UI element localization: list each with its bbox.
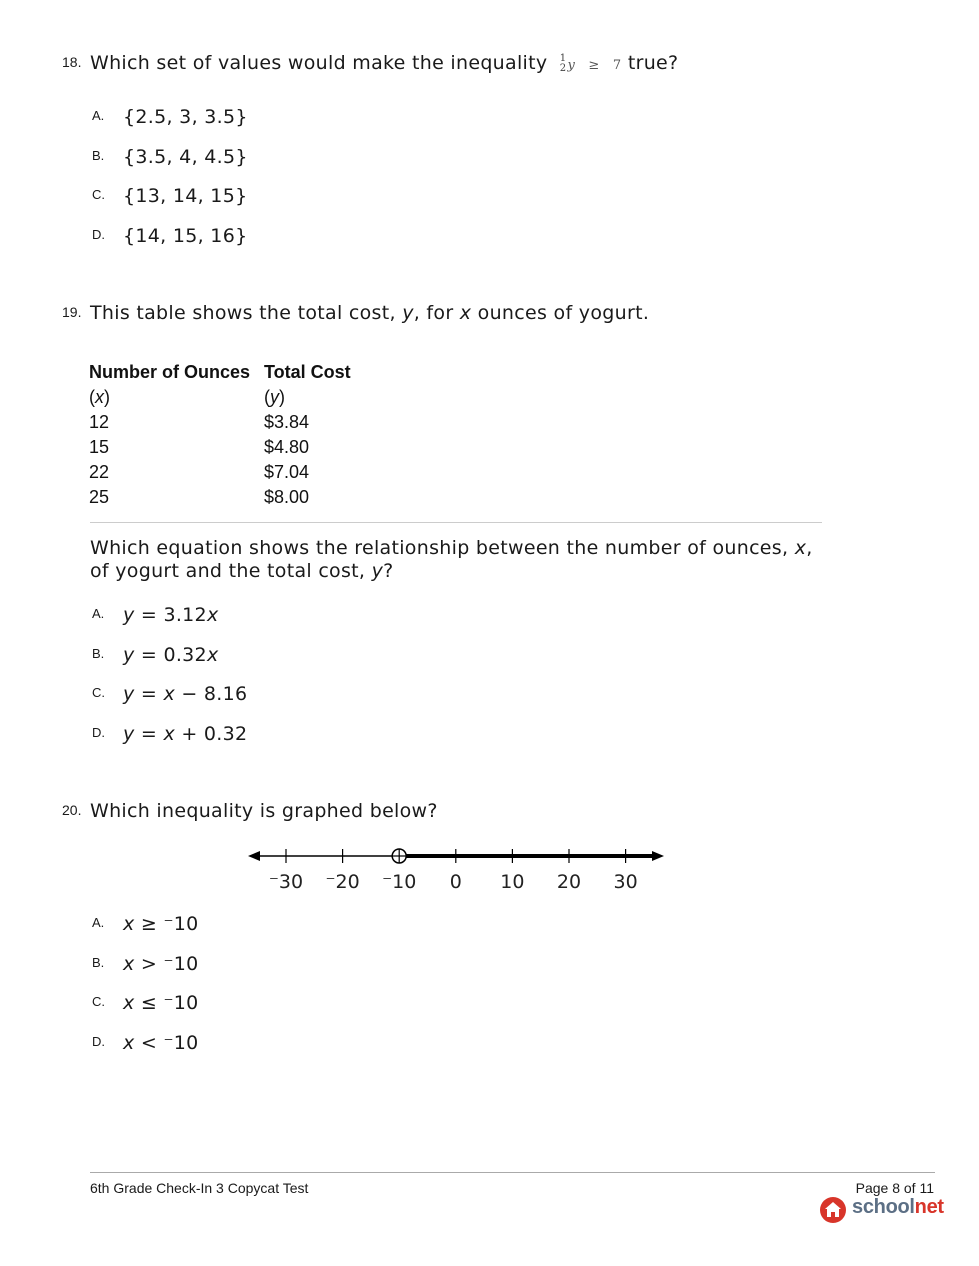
option-value: y = x + 0.32 — [123, 723, 248, 745]
left-arrow-icon — [248, 851, 260, 861]
option-letter: C. — [92, 187, 105, 202]
table-row — [89, 485, 351, 510]
table-cell: 25 — [89, 487, 110, 507]
option-letter: C. — [92, 685, 105, 700]
prompt-line-1: Which equation shows the relationship between the number of ounces, x, — [90, 537, 813, 559]
option-value: {14, 15, 16} — [123, 225, 248, 247]
option-letter: D. — [92, 725, 105, 740]
inequality-variable: y — [567, 58, 576, 73]
option-letter: C. — [92, 994, 105, 1009]
option-value: y = 0.32x — [123, 644, 219, 666]
fraction-denominator: 2 — [559, 62, 567, 74]
option-letter: B. — [92, 646, 105, 661]
table-cell: 15 — [89, 437, 110, 457]
number-line — [244, 842, 674, 898]
question-text — [90, 302, 649, 325]
option-value: {13, 14, 15} — [123, 185, 248, 207]
divider — [90, 522, 822, 523]
option-letter: B. — [92, 148, 105, 163]
question-prompt — [90, 537, 813, 583]
table-row — [89, 435, 351, 460]
tick-label: ⁻30 — [268, 871, 304, 893]
option-letter: D. — [92, 227, 105, 242]
table-cell: $3.84 — [264, 412, 310, 432]
table-cell: 12 — [89, 412, 110, 432]
question-number: 19. — [62, 304, 82, 320]
inequality-operator: ≥ — [588, 58, 600, 73]
tick-label: 20 — [556, 871, 582, 893]
option-value: {2.5, 3, 3.5} — [123, 106, 248, 128]
option-letter: A. — [92, 606, 105, 621]
option-letter: A. — [92, 915, 105, 930]
text-part: ounces of yogurt. — [471, 302, 650, 324]
table-cell: 22 — [89, 462, 110, 482]
footer-test-title: 6th Grade Check-In 3 Copycat Test — [90, 1180, 309, 1196]
house-icon — [819, 1196, 847, 1224]
subheader-x: (x) — [89, 387, 110, 407]
inequality-expression — [567, 58, 621, 73]
table-row — [89, 410, 351, 435]
fraction-numerator: 1 — [559, 52, 567, 64]
table-subheader-row — [89, 385, 351, 410]
option-letter: D. — [92, 1034, 105, 1049]
option-value: x < ⁻10 — [123, 1032, 199, 1054]
tick-label: ⁻10 — [382, 871, 417, 893]
table-header-row — [89, 359, 351, 385]
footer-divider — [90, 1172, 935, 1173]
question-text-prefix: Which set of values would make the inequality — [90, 52, 548, 74]
tick-label: 10 — [500, 871, 525, 893]
table-cell: $4.80 — [264, 437, 310, 457]
option-letter: A. — [92, 108, 105, 123]
table-cell: $7.04 — [264, 462, 310, 482]
option-value: y = 3.12x — [123, 604, 219, 626]
option-letter: B. — [92, 955, 105, 970]
option-value: y = x − 8.16 — [123, 683, 248, 705]
question-text: Which inequality is graphed below? — [90, 800, 438, 822]
question-number: 18. — [62, 54, 82, 70]
tick-label: ⁻20 — [325, 871, 360, 893]
tick-label: 0 — [449, 871, 462, 893]
variable-x: x — [459, 302, 472, 324]
option-value: {3.5, 4, 4.5} — [123, 146, 248, 168]
prompt-line-2: of yogurt and the total cost, y? — [90, 560, 394, 582]
table-row — [89, 460, 351, 485]
logo-wordmark: schoolnet — [852, 1196, 944, 1218]
table-cell: $8.00 — [264, 487, 310, 507]
option-value: x > ⁻10 — [123, 953, 199, 975]
option-value: x ≤ ⁻10 — [123, 992, 199, 1014]
option-value: x ≥ ⁻10 — [123, 913, 199, 935]
tick-label: 30 — [613, 871, 638, 893]
inequality-rhs: 7 — [612, 58, 622, 73]
column-header-ounces: Number of Ounces — [89, 361, 251, 382]
footer-page-number: Page 8 of 11 — [855, 1180, 934, 1196]
text-part: This table shows the total cost, — [90, 302, 403, 324]
inequality-fraction — [560, 54, 567, 74]
subheader-y: (y) — [264, 387, 285, 407]
question-text-suffix: true? — [627, 52, 679, 74]
variable-y: y — [402, 302, 414, 324]
question-text — [90, 52, 678, 77]
text-part: , for — [413, 302, 460, 324]
cost-table — [89, 359, 351, 510]
question-number: 20. — [62, 802, 82, 818]
column-header-cost: Total Cost — [264, 361, 351, 382]
